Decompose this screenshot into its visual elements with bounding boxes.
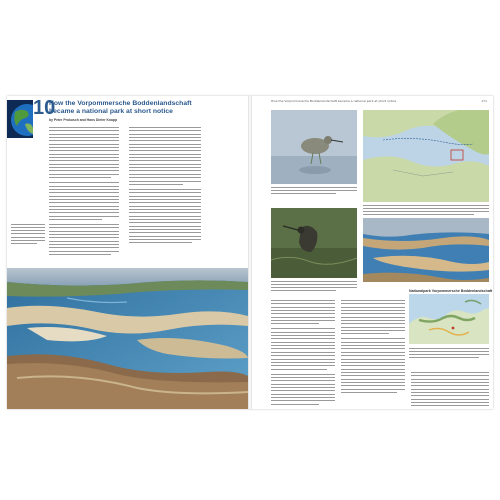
- page-number: 171: [481, 99, 487, 103]
- right-body-column-2: [341, 300, 405, 397]
- chapter-title: [49, 100, 192, 115]
- globe-image: [7, 100, 33, 138]
- right-page: [251, 96, 493, 409]
- chapter-number: 10: [33, 97, 56, 119]
- right-body-column-1: [271, 300, 335, 409]
- left-page: [7, 96, 249, 409]
- right-body-column-3: [411, 372, 489, 409]
- national-park-map: [409, 294, 489, 344]
- heron-photo: [271, 208, 357, 278]
- book-spread: [7, 96, 493, 409]
- globe-caption: [11, 224, 45, 246]
- chapter-title-line-2: became a national park at short notice: [49, 107, 173, 115]
- overview-map-caption: [363, 205, 489, 218]
- greenshank-photo: [271, 110, 357, 184]
- authors-line: by Peter Prokosch and Hans Dieter Knapp: [49, 118, 118, 122]
- running-head: How the Vorpommersche Boddenlandschaft became a national park at short notice: [271, 99, 397, 103]
- body-text-column-1: [49, 127, 119, 259]
- national-park-map-caption: [409, 348, 489, 361]
- aerial-lagoon-photo: [7, 268, 248, 409]
- lagoon-shoreline-photo: [363, 218, 489, 282]
- greenshank-caption: [271, 187, 357, 196]
- overview-map: [363, 110, 489, 202]
- chapter-title-line-1: How the Vorpommersche Boddenlandschaft: [49, 100, 192, 107]
- map-title: Nationalpark Vorpommersche Boddenlandschaft: [409, 289, 493, 293]
- body-text-column-2: [129, 127, 201, 247]
- heron-caption: [271, 281, 357, 294]
